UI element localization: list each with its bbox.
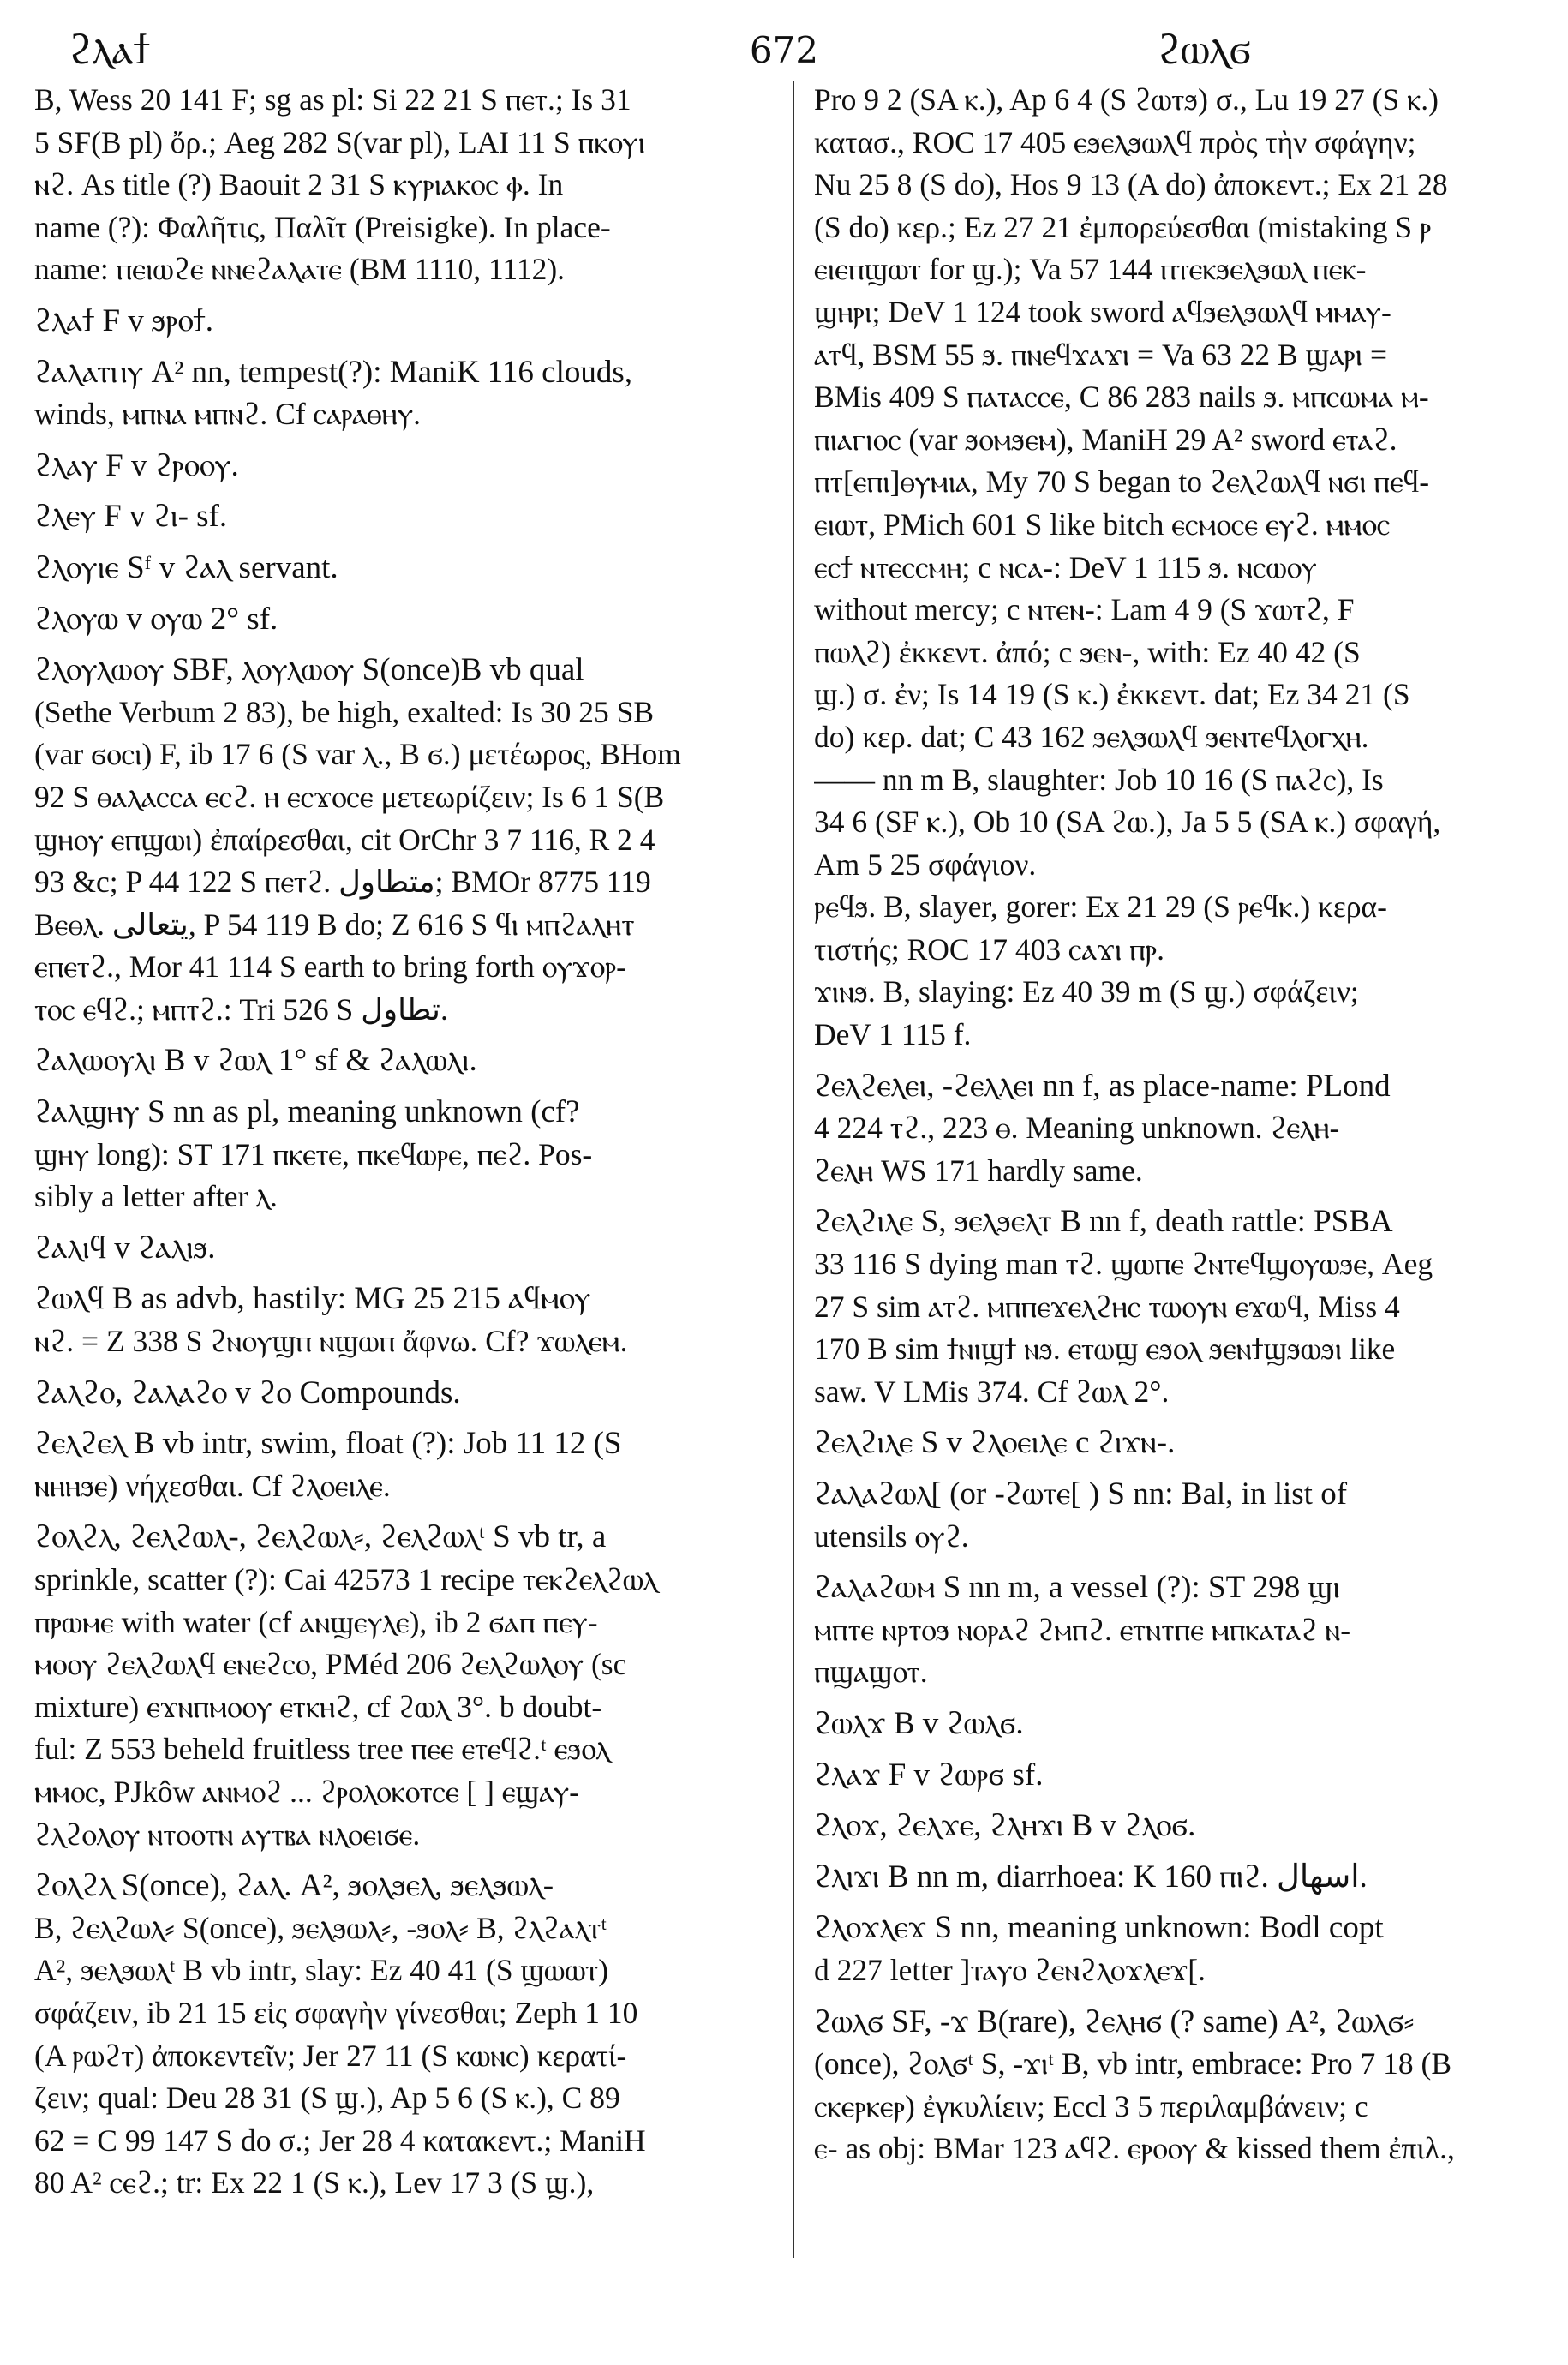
entry-headword-line: ϩⲗⲁⲩ F v ϩⲣⲟⲟⲩ. — [34, 447, 239, 483]
entry-text-line: ⲉⲓⲉⲡϣⲱⲧ for ϣ.); Va 57 144 ⲡⲧⲉⲕϧⲉⲗϧⲱⲗ ⲡⲉⲕ- — [814, 252, 1367, 287]
entry-text-line: d 227 letter ]ⲧⲁⲩⲟ ϩⲉⲛϩⲗⲟϫⲗⲉϫ[. — [814, 1952, 1206, 1987]
entry-text-line: 170 B sim ϯⲛⲓϣϯ ⲛϧ. ⲉⲧⲱϣ ⲉϧⲟⲗ ϧⲉⲛϯϣϧⲱϧⲓ like — [814, 1332, 1396, 1367]
entry-text-line: ζειν; qual: Deu 28 31 (S ϣ.), Ap 5 6 (S ⲕ.), C 89 — [34, 2081, 620, 2116]
entry-text-line: B, Wess 20 141 F; sg as pl: Si 22 21 S ⲡⲉⲧ.; Is 31 — [34, 82, 631, 117]
column-divider — [793, 81, 794, 2258]
entry-headword-line: ϩⲉⲗϩⲓⲗⲉ S v ϩⲗⲟⲉⲓⲗⲉ c ϩⲓϫⲛ-. — [814, 1425, 1176, 1461]
entry-text-line: ⲡϣⲁϣⲟⲧ. — [814, 1655, 928, 1690]
entry-text-line: ⲣⲉϥϧ. B, slayer, gorer: Ex 21 29 (S ⲣⲉϥⲕ.) κερα- — [814, 889, 1387, 925]
entry-text-line: Nu 25 8 (S do), Hos 9 13 (A do) ἀποκεντ.; Ex 21 28 — [814, 167, 1448, 202]
entry-text-line: κατασ., ROC 17 405 ⲉϧⲉⲗϧⲱⲗϥ πρὸς τὴν σφάγην; — [814, 124, 1416, 159]
entry-text-line: ϩⲗϩⲟⲗⲟⲩ ⲛⲧⲟⲟⲧⲛ ⲁⲩⲧⲃⲁ ⲛⲗⲟⲉⲓϭⲉ. — [34, 1817, 421, 1852]
entry-headword-line: ϩⲁⲗϩⲟ, ϩⲁⲗⲁϩⲟ v ϩⲟ Compounds. — [34, 1374, 461, 1410]
entry-text-line: ϣⲏⲣⲓ; DeV 1 124 took sword ⲁϥϧⲉⲗϧⲱⲗϥ ⲙⲙⲁⲩ- — [814, 294, 1391, 329]
entry-headword-line: ϩⲗⲟϫⲗⲉϫ S nn, meaning unknown: Bodl copt — [814, 1910, 1384, 1946]
entry-text-line: 93 &c; P 44 122 S ⲡⲉⲧϩ. متطاول; BMOr 8775 119 — [34, 865, 651, 900]
entry-text-line: τιστής; ROC 17 403 ⲥⲁϫⲓ ⲡⲣ. — [814, 931, 1164, 967]
entry-headword-line: ϩⲉⲗϩⲉⲗ B vb intr, swim, float (?): Job 11 12 (S — [34, 1426, 622, 1462]
entry-text-line: ⲡⲧ[ⲉⲡⲓ]ⲑⲩⲙⲓⲁ, My 70 S began to ϩⲉⲗϩⲱⲗϥ ⲛϭⲓ ⲡⲉϥ- — [814, 464, 1430, 500]
entry-text-line: name: ⲡⲉⲓⲱϩⲉ ⲛⲛⲉϩⲁⲗⲁⲧⲉ (BM 1110, 1112). — [34, 252, 566, 287]
entry-text-line: 34 6 (SF ⲕ.), Ob 10 (SA ϩⲱ.), Ja 5 5 (SA ⲕ.) σφαγή, — [814, 805, 1441, 840]
entry-text-line: Pro 9 2 (SA ⲕ.), Ap 6 4 (S ϩⲱⲧϧ) σ., Lu 19 27 (S ⲕ.) — [814, 82, 1439, 117]
entry-headword-line: ϩⲁⲗⲓϥ v ϩⲁⲗⲓϧ. — [34, 1230, 216, 1266]
entry-text-line: DeV 1 115 f. — [814, 1017, 972, 1052]
entry-headword-line: ϩⲗⲟⲩⲗⲱⲟⲩ SBF, ⲗⲟⲩⲗⲱⲟⲩ S(once)B vb qual — [34, 652, 584, 688]
entry-text-line: 27 S sim ⲁⲧϩ. ⲙⲡⲡⲉϫⲉⲗϩⲏⲥ ⲧⲱⲟⲩⲛ ⲉϫⲱϥ, Miss 4 — [814, 1289, 1400, 1324]
entry-headword-line: ϩⲟⲗϩⲗ S(once), ϩⲁⲗ. A², ϧⲟⲗϧⲉⲗ, ϧⲉⲗϧⲱⲗ- — [34, 1868, 554, 1904]
entry-headword-line: ϩⲱⲗϥ B as advb, hastily: MG 25 215 ⲁϥⲙⲟⲩ — [34, 1281, 591, 1317]
entry-text-line: saw. V LMis 374. Cf ϩⲱⲗ 2°. — [814, 1374, 1170, 1409]
left-column — [34, 79, 780, 2205]
entry-text-line: mixture) ⲉϫⲛⲡⲙⲟⲟⲩ ⲉⲧⲕⲏϩ, cf ϩⲱⲗ 3°. b doubt- — [34, 1689, 602, 1724]
entry-text-line: 5 SF(B pl) ὄρ.; Aeg 282 S(var pl), LAI 11 S ⲡⲕⲟⲩⲓ — [34, 124, 646, 159]
entry-headword-line: ϩⲁⲗⲁⲧⲏⲩ A² nn, tempest(?): ManiK 116 clouds, — [34, 354, 633, 390]
entry-text-line: sibly a letter after ⲗ. — [34, 1179, 278, 1214]
entry-text-line: 33 116 S dying man ⲧϩ. ϣⲱⲡⲉ ϩⲛⲧⲉϥϣⲟⲩⲱϧⲉ, Aeg — [814, 1247, 1433, 1282]
entry-text-line: ⲛϩ. = Z 338 S ϩⲛⲟⲩϣⲡ ⲛϣⲱⲡ ἄφνω. Cf? ϫⲱⲗⲉⲙ. — [34, 1324, 628, 1359]
entry-text-line: ⲙⲙⲟⲥ, PJkôw ⲁⲛⲙⲟϩ ... ϩⲣⲟⲗⲟⲕⲟⲧⲥⲉ [ ] ⲉϣⲁⲩ- — [34, 1774, 579, 1809]
entry-headword-line: ϩⲗⲁϫ F v ϩⲱⲣϭ sf. — [814, 1757, 1044, 1793]
entry-text-line: do) κερ. dat; C 43 162 ϧⲉⲗϧⲱⲗϥ ϧⲉⲛⲧⲉϥⲗⲟⲅⲭⲏ. — [814, 719, 1369, 754]
entry-text-line: ⲉⲥϯ ⲛⲧⲉⲥⲥⲙⲏ; c ⲛⲥⲁ-: DeV 1 115 ϧ. ⲛⲥⲱⲟⲩ — [814, 549, 1317, 584]
page-header — [34, 24, 1534, 84]
entry-text-line: (var ϭⲟⲥⲓ) F, ib 17 6 (S var ⲗ., B ϭ.) μετέωρος, BHom — [34, 737, 681, 772]
entry-text-line: (A ⲣⲱϩⲧ) ἀποκεντεῖν; Jer 27 11 (S ⲕⲱⲛⲥ) κερατί- — [34, 2038, 627, 2073]
entry-text-line: ϫⲓⲛϧ. B, slaying: Ez 40 39 m (S ϣ.) σφάζειν; — [814, 974, 1359, 1009]
entry-text-line: ⲙⲟⲟⲩ ϩⲉⲗϩⲱⲗϥ ⲉⲛⲉϩⲥⲟ, PMéd 206 ϩⲉⲗϩⲱⲗⲟⲩ (sc — [34, 1647, 627, 1682]
entry-text-line: ⲥⲕⲉⲣⲕⲉⲣ) ἐγκυλίειν; Eccl 3 5 περιλαμβάνειν; c — [814, 2088, 1368, 2123]
entry-headword-line: ϩⲗⲉⲩ F v ϩⲓ- sf. — [34, 499, 228, 535]
entry-text-line: ⲧⲟⲥ ⲉϥϩ.; ⲙⲡⲧϩ.: Tri 526 S تطاول. — [34, 991, 448, 1027]
left-running-headword: ϩⲗⲁϯ — [69, 24, 150, 74]
entry-headword-line: ϩⲗⲟϫ, ϩⲉⲗϫⲉ, ϩⲗⲏϫⲓ B v ϩⲗⲟϭ. — [814, 1808, 1196, 1844]
entry-text-line: ⲉⲡⲉⲧϩ., Mor 41 114 S earth to bring forth ⲟⲩϫⲟⲣ- — [34, 949, 626, 985]
entry-text-line: 62 = C 99 147 S do σ.; Jer 28 4 κατακεντ.; ManiH — [34, 2123, 646, 2158]
entry-headword-line: ϩⲁⲗⲁϩⲱⲗ[ (or -ϩⲱⲧⲉ[ ) S nn: Bal, in list of — [814, 1476, 1348, 1512]
entry-text-line: ⲛⲏⲏϧⲉ) νήχεσθαι. Cf ϩⲗⲟⲉⲓⲗⲉ. — [34, 1468, 391, 1503]
right-column — [814, 79, 1559, 2170]
entry-text-line: name (?): Φαλῆτις, Παλῖτ (Preisigke). In place- — [34, 209, 611, 244]
entry-text-line: ⲡⲓⲁⲅⲓⲟⲥ (var ϧⲟⲙϧⲉⲙ), ManiH 29 A² sword ⲉⲧⲁϩ. — [814, 422, 1397, 457]
entry-text-line: utensils ⲟⲩϩ. — [814, 1518, 969, 1554]
entry-text-line: winds, ⲙⲡⲛⲁ ⲙⲡⲛϩ. Cf ⲥⲁⲣⲁⲑⲏⲩ. — [34, 397, 421, 432]
right-running-headword: ϩⲱⲗϭ — [1157, 24, 1251, 74]
entry-headword-line: ϩⲗⲟⲩⲱ v ⲟⲩⲱ 2° sf. — [34, 601, 278, 637]
entry-text-line: (Sethe Verbum 2 83), be high, exalted: Is 30 25 SB — [34, 694, 655, 729]
entry-text-line: ⲡⲣⲱⲙⲉ with water (cf ⲁⲛϣⲉⲩⲗⲉ), ib 2 ϭⲁⲡ ⲡⲉⲩ- — [34, 1604, 598, 1639]
entry-headword-line: ϩⲁⲗϣⲏⲩ S nn as pl, meaning unknown (cf? — [34, 1094, 580, 1130]
entry-text-line: ⲛϩ. As title (?) Baouit 2 31 S ⲕⲩⲣⲓⲁⲕⲟⲥ ⲫ. In — [34, 167, 564, 202]
entry-headword-line: ϩⲁⲗⲱⲟⲩⲗⲓ B v ϩⲱⲗ 1° sf & ϩⲁⲗⲱⲗⲓ. — [34, 1043, 477, 1079]
entry-text-line: σφάζειν, ib 21 15 εἰς σφαγὴν γίνεσθαι; Zeph 1 10 — [34, 1995, 638, 2030]
entry-headword-line: ϩⲉⲗϩⲓⲗⲉ S, ϧⲉⲗϧⲉⲗⲧ B nn f, death rattle: PSBA — [814, 1204, 1393, 1240]
entry-text-line: B, ϩⲉⲗϩⲱⲗ⸗ S(once), ϧⲉⲗϧⲱⲗ⸗, -ϧⲟⲗ⸗ B, ϩⲗϩⲁⲗⲧᵗ — [34, 1910, 607, 1945]
entry-text-line: BMis 409 S ⲡⲁⲧⲁⲥⲥⲉ, C 86 283 nails ϧ. ⲙⲡⲥⲱⲙⲁ ⲙ- — [814, 380, 1429, 415]
entry-headword-line: ϩⲗⲓϫⲓ B nn m, diarrhoea: K 160 ⲡⲓϩ. اسهال. — [814, 1859, 1368, 1895]
entry-headword-line: ϩⲁⲗⲁϩⲱⲙ S nn m, a vessel (?): ST 298 ϣⲓ — [814, 1570, 1341, 1606]
entry-headword-line: ϩⲗⲁϯ F v ϧⲣⲟϯ. — [34, 302, 213, 338]
entry-text-line: ⲉ- as obj: BMar 123 ⲁϥϩ. ⲉⲣⲟⲟⲩ & kissed them ἐπιλ., — [814, 2131, 1455, 2166]
entry-text-line: ϣⲏⲩ long): ST 171 ⲡⲕⲉⲧⲉ, ⲡⲕⲉϥⲱⲣⲉ, ⲡⲉϩ. Pos- — [34, 1136, 593, 1171]
entry-text-line: 92 S ⲑⲁⲗⲁⲥⲥⲁ ⲉⲥϩ. ⲏ ⲉⲥϫⲟⲥⲉ μετεωρίζειν; Is 6 1 S(B — [34, 779, 665, 814]
entry-text-line: (S do) κερ.; Ez 27 21 ἐμπορεύεσθαι (mistaking S ⲣ — [814, 209, 1432, 244]
entry-text-line: Am 5 25 σφάγιον. — [814, 847, 1037, 882]
entry-headword-line: ϩⲟⲗϩⲗ, ϩⲉⲗϩⲱⲗ-, ϩⲉⲗϩⲱⲗ⸗, ϩⲉⲗϩⲱⲗᵗ S vb tr, a — [34, 1519, 607, 1555]
entry-text-line: ϣ.) σ. ἐν; Is 14 19 (S ⲕ.) ἐκκεντ. dat; Ez 34 21 (S — [814, 677, 1410, 712]
entry-headword-line: ϩⲗⲟⲩⲓⲉ Sᶠ v ϩⲁⲗ servant. — [34, 549, 338, 585]
entry-text-line: ⲁⲧϥ, BSM 55 ϧ. ⲡⲛⲉϥϫⲁϫⲓ = Va 63 22 B ϣⲁⲣⲓ = — [814, 337, 1388, 372]
entry-text-line: ϩⲉⲗⲏ WS 171 hardly same. — [814, 1153, 1143, 1188]
entry-text-line: ϣⲏⲟⲩ ⲉⲡϣⲱⲓ) ἐπαίρεσθαι, cit OrChr 3 7 116, R 2 4 — [34, 822, 655, 857]
entry-headword-line: ϩⲱⲗϭ SF, -ϫ B(rare), ϩⲉⲗⲏϭ (? same) A², ϩⲱⲗϭ⸗ — [814, 2003, 1415, 2039]
entry-text-line: ⲉⲓⲱⲧ, PMich 601 S like bitch ⲉⲥⲙⲟⲥⲉ ⲉⲩϩ. ⲙⲙⲟⲥ — [814, 506, 1391, 542]
entry-text-line: —— nn m B, slaughter: Job 10 16 (S ⲡⲁϩⲥ), Is — [814, 762, 1384, 797]
entry-headword-line: ϩⲱⲗϫ B v ϩⲱⲗϭ. — [814, 1705, 1024, 1741]
entry-text-line: (once), ϩⲟⲗϭᵗ S, -ϫⲓᵗ B, vb intr, embrace: Pro 7 18 (B — [814, 2046, 1452, 2081]
entry-headword-line: ϩⲉⲗϩⲉⲗⲉⲓ, -ϩⲉⲗⲗⲉⲓ nn f, as place-name: PLond — [814, 1068, 1391, 1104]
entry-text-line: without mercy; c ⲛⲧⲉⲛ-: Lam 4 9 (S ϫⲱⲧϩ, F — [814, 592, 1355, 627]
page-number: 672 — [749, 29, 819, 71]
entry-text-line: 4 224 ⲧϩ., 223 ⲑ. Meaning unknown. ϩⲉⲗⲏ- — [814, 1111, 1340, 1146]
entry-text-line: A², ϧⲉⲗϧⲱⲗᵗ B vb intr, slay: Ez 40 41 (S ϣⲱⲱⲧ) — [34, 1953, 609, 1988]
entry-text-line: 80 A² ⲥⲉϩ.; tr: Ex 22 1 (S ⲕ.), Lev 17 3 (S ϣ.), — [34, 2165, 595, 2200]
entry-text-line: ⲡⲱⲗϩ) ἐκκεντ. ἀπό; c ϧⲉⲛ-, with: Ez 40 42 (S — [814, 634, 1361, 669]
entry-text-line: ⲙⲡⲧⲉ ⲛⲣⲧⲟϧ ⲛⲟⲣⲁϩ ϩⲙⲡϩ. ⲉⲧⲛⲧⲡⲉ ⲙⲡⲕⲁⲧⲁϩ ⲛ- — [814, 1612, 1351, 1647]
entry-text-line: ful: Z 553 beheld fruitless tree ⲡⲉⲉ ⲉⲧⲉϥϩ.ᵗ ⲉϧⲟⲗ — [34, 1732, 610, 1767]
entry-text-line: sprinkle, scatter (?): Cai 42573 1 recipe ⲧⲉⲕϩⲉⲗϩⲱⲗ — [34, 1562, 658, 1596]
entry-text-line: Bⲉⲑⲗ. يتعالى, P 54 119 B do; Z 616 S ϥⲓ ⲙⲡϩⲁⲗⲏⲧ — [34, 907, 635, 942]
